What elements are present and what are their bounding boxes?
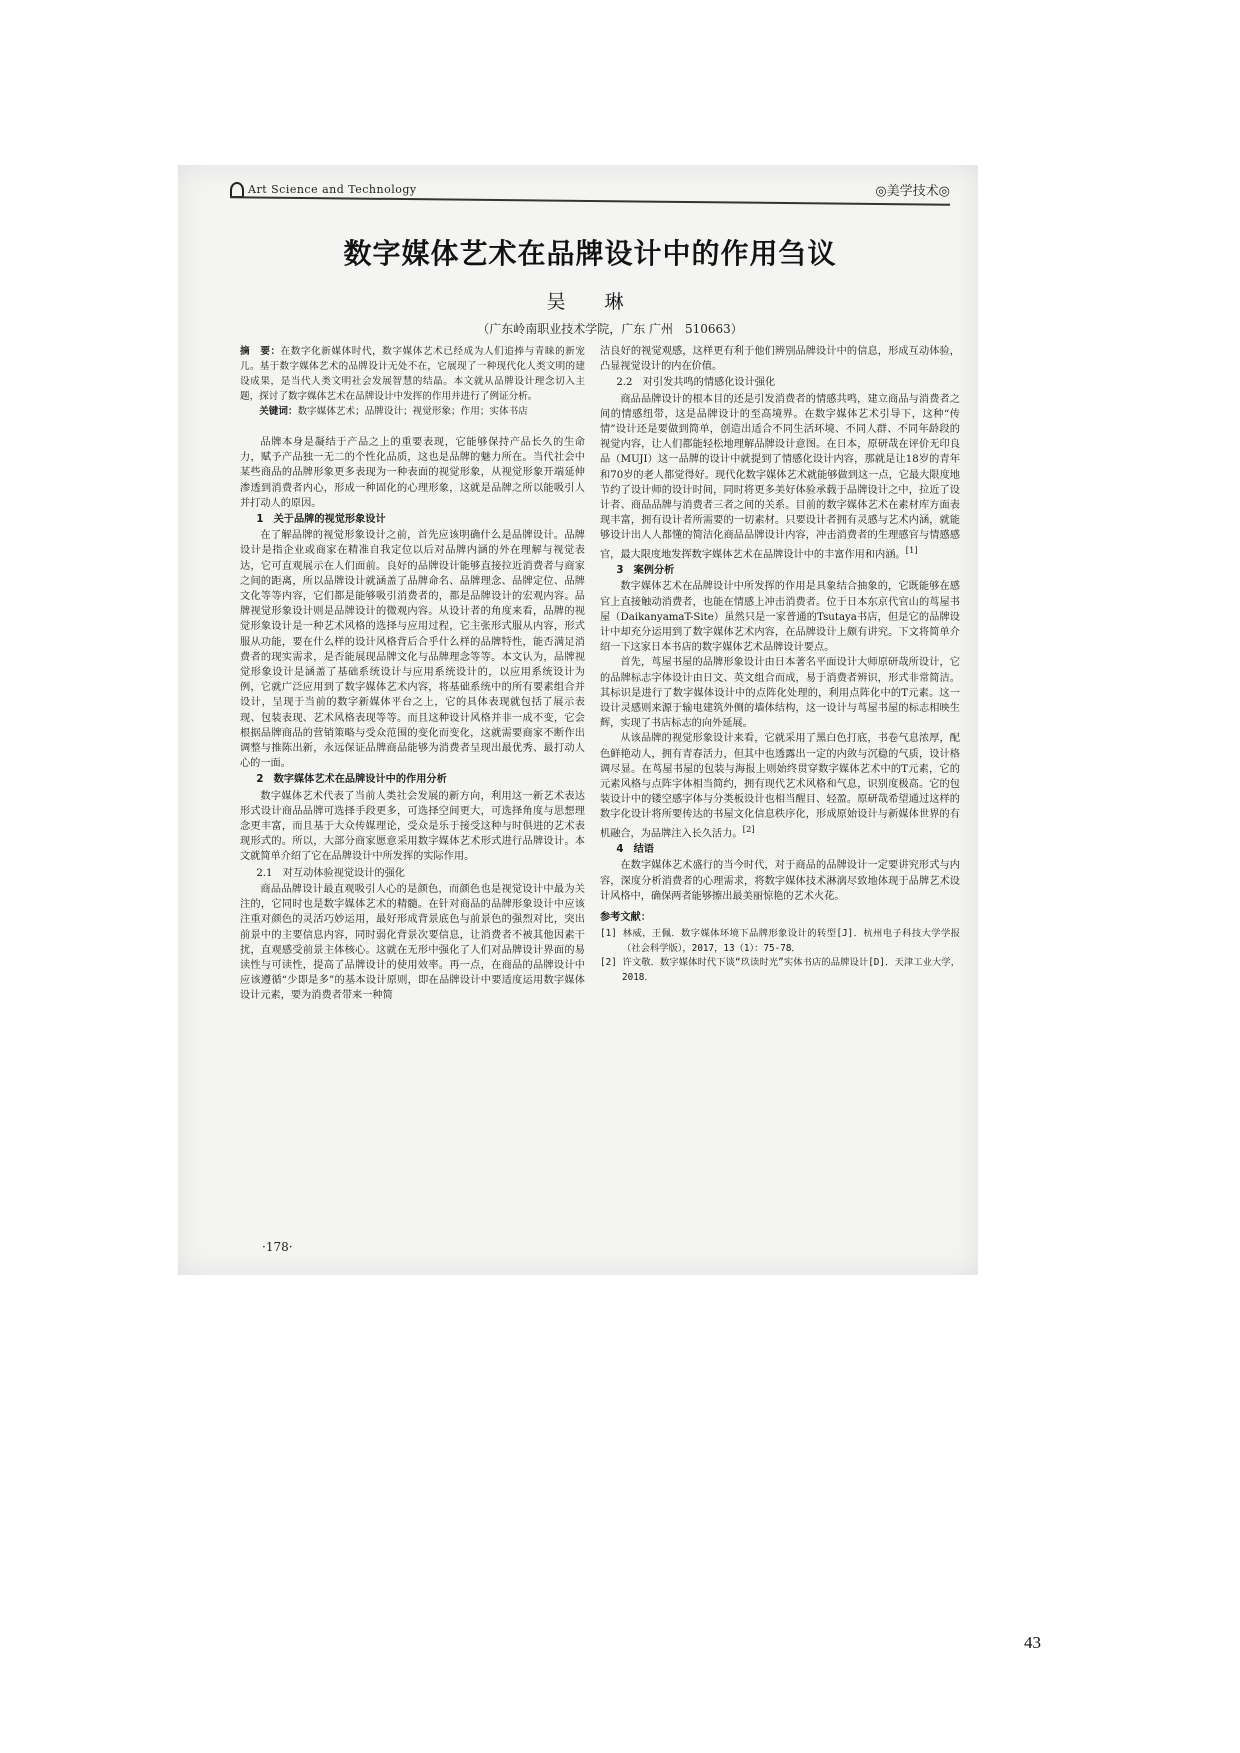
continued-paragraph: 洁良好的视觉观感，这样更有利于他们辨别品牌设计中的信息，形成互动体验，凸显视觉设计的内在价值。 <box>600 346 960 373</box>
section-3-paragraph-1: 数字媒体艺术在品牌设计中所发挥的作用是具象结合抽象的，它既能够在感官上直接触动消费者，也能在情感上冲击消费者。位于日本东京代官山的茑屋书屋（DaikanyamaT-Site）虽然只是一家普通的Tsutaya书店，但是它的品牌设计中却充分运用到了数字媒体艺术内容，在品牌设计上颇有讲究。下文将简单介绍一下这家日本书店的数字媒体艺术品牌设计要点。 <box>600 581 960 654</box>
reference-item: [1] 林威，王佩．数字媒体环境下品牌形象设计的转型[J]．杭州电子科技大学学报（社会科学版），2017，13（1）：75-78． <box>600 928 960 954</box>
abstract <box>240 344 585 419</box>
section-2-1-paragraph: 商品品牌设计最直观吸引人心的是颜色，而颜色也是视觉设计中最为关注的，它同时也是数字媒体艺术的精髓。在针对商品的品牌形象设计中应该注重对颜色的灵活巧妙运用，最好形成背景底色与前景色的强烈对比，突出前景中的主要信息内容，同时弱化背景次要信息，让消费者不被其他因素干扰，直观感受前景主体核心。这就在无形中强化了人们对品牌设计界面的易读性与可读性，提高了品牌设计的使用效率。再一点，在商品的品牌设计中应该遵循“少即是多”的基本设计原则，即在品牌设计中要适度运用数字媒体设计元素，要为消费者带来一种简 <box>240 883 585 1002</box>
section-2-1-heading: 2.1 对互动体验视觉设计的强化 <box>256 867 405 879</box>
section-1-heading: 1 关于品牌的视觉形象设计 <box>256 514 386 526</box>
abstract-paragraph <box>240 344 585 404</box>
section-2-2-paragraph <box>600 392 960 563</box>
keywords-label: 关键词： <box>259 406 298 417</box>
citation-1: [1] <box>905 545 918 556</box>
section-3-paragraph-3 <box>600 731 960 841</box>
keywords-paragraph <box>240 404 585 419</box>
document-page-number: 43 <box>1024 1633 1041 1652</box>
citation-2: [2] <box>742 824 755 835</box>
author-affiliation: （广东岭南职业技术学院，广东 广州 510663） <box>477 322 743 336</box>
references-title: 参考文献： <box>600 912 651 924</box>
paper-author: 吴 琳 <box>546 291 634 313</box>
abstract-label: 摘 要： <box>240 346 281 357</box>
header-rule <box>230 196 950 206</box>
journal-name-text: Art Science and Technology <box>248 183 417 196</box>
paper-title: 数字媒体艺术在品牌设计中的作用刍议 <box>343 237 837 270</box>
section-3-heading: 3 案例分析 <box>616 565 675 577</box>
keywords-text: 数字媒体艺术；品牌设计；视觉形象；作用；实体书店 <box>297 406 528 417</box>
section-2-2-heading: 2.2 对引发共鸣的情感化设计强化 <box>616 377 776 389</box>
right-column <box>600 344 960 985</box>
section-4-paragraph: 在数字媒体艺术盛行的当今时代，对于商品的品牌设计一定要讲究形式与内容，深度分析消费者的心理需求，将数字媒体技术淋漓尽致地体现于品牌艺术设计风格中，确保两者能够擦出最美丽惊艳的艺术火花。 <box>600 860 960 902</box>
intro-paragraph: 品牌本身是凝结于产品之上的重要表现，它能够保持产品长久的生命力，赋予产品独一无二的个性化品质，这也是品牌的魅力所在。当代社会中某些商品的品牌形象更多表现为一种表面的视觉形象，从视觉形象开端延伸渗透到消费者内心，形成一种固化的心理形象，这就是品牌之所以能吸引人并打动人的原因。 <box>240 437 585 509</box>
left-column <box>240 344 585 1004</box>
abstract-text: 在数字化新媒体时代，数字媒体艺术已经成为人们追捧与青睐的新宠儿。基于数字媒体艺术的品牌设计无处不在，它展现了一种现代化人类文明的建设成果，是当代人类文明社会发展智慧的结晶。本文就从品牌设计理念切入主题，探讨了数字媒体艺术在品牌设计中发挥的作用并进行了例证分析。 <box>240 346 586 402</box>
section-2-paragraph: 数字媒体艺术代表了当前人类社会发展的新方向，利用这一新艺术表达形式设计商品品牌可选择手段更多，可选择空间更大，可选择角度与思想理念更丰富，而且基于大众传媒理论，受众是乐于接受这种与时俱进的艺术表现形式的。所以，大部分商家愿意采用数字媒体艺术形式进行品牌设计。本文就简单介绍了它在品牌设计中所发挥的实际作用。 <box>240 790 585 863</box>
section-3-text-3: 从该品牌的视觉形象设计来看，它就采用了黑白色打底，书卷气息浓厚，配色鲜艳动人，拥有青春活力，但其中也透露出一定的内敛与沉稳的气质，设计格调尽显。在茑屋书屋的包装与海报上则始终贯穿数字媒体艺术中的T元素，它的元素风格与点阵字体相当简约，拥有现代艺术风格和气息，识别度极高。它的包装设计中的镂空感字体与分类板设计也相当醒目、轻盈。原研哉希望通过这样的数字化设计将所要传达的书屋文化信息秩序化，形成原始设计与新媒体世界的有机融合，为品牌注入长久活力。 <box>600 733 960 840</box>
section-3-paragraph-2: 首先，茑屋书屋的品牌形象设计由日本著名平面设计大师原研哉所设计，它的品牌标志字体设计由日文、英文组合而成，易于消费者辨识，形式非常简洁。其标识是进行了数字媒体设计中的点阵化处理的，利用点阵化中的T元素。这一设计灵感则来源于输电建筑外侧的墙体结构，这一设计与茑屋书屋的标志相映生辉，实现了书店标志的向外延展。 <box>600 657 960 730</box>
section-1-paragraph: 在了解品牌的视觉形象设计之前，首先应该明确什么是品牌设计。品牌设计是指企业或商家在精准自我定位以后对品牌内涵的外在理解与视觉表达，它可直观展示在人们面前。良好的品牌设计能够直接拉近消费者与商家之间的距离，所以品牌设计就涵盖了品牌命名、品牌理念、品牌定位、品牌文化等等内容，它们都是能够吸引消费者的，都是品牌设计的宏观内容。品牌视觉形象设计则是品牌设计的微观内容。从设计者的角度来看，品牌的视觉形象设计是一种艺术风格的选择与应用过程，它主张形式服从内容，形式服从功能，要在什么样的设计风格背后合乎什么样的品牌特性，能否满足消费者的现实需求，是否能展现品牌文化与品牌理念等等。本文认为，品牌视觉形象设计是涵盖了基础系统设计与应用系统设计的，以应用系统设计为例，它就广泛应用到了数字媒体艺术内容，将基础系统中的所有要素组合并设计，呈现于当前的数字新媒体平台之上，它的具体表现就包括了展示表现、包装表现、艺术风格表现等等。而且这种设计风格并非一成不变，它会根据品牌商品的营销策略与受众范围的变化而变化，这就需要商家不断作出调整与推陈出新，永远保证品牌商品能够为消费者呈现出最优秀、最打动人心的一面。 <box>240 530 585 770</box>
section-4-heading: 4 结语 <box>616 844 654 856</box>
references <box>600 910 960 985</box>
section-label: ◎美学技术◎ <box>875 184 950 199</box>
section-2-heading: 2 数字媒体艺术在品牌设计中的作用分析 <box>256 774 447 786</box>
journal-page-number: ·178· <box>262 1240 293 1254</box>
section-2-2-text: 商品品牌设计的根本目的还是引发消费者的情感共鸣，建立商品与消费者之间的情感纽带，这是品牌设计的至高境界。在数字媒体艺术引导下，这种“传情”设计还是要做到简单，创造出适合不同生活环境、不同人群、不同年龄段的视觉内容，让人们都能轻松地理解品牌设计意图。在日本，原研哉在评价无印良品（MUJI）这一品牌的设计中就提到了情感化设计内容，那就是让18岁的青年和70岁的老人都觉得好。现代化数字媒体艺术就能够做到这一点，它最大限度地节约了设计师的设计时间，同时将更多美好体验承载于品牌设计之中，拉近了设计者、商品品牌与消费者三者之间的关系。目前的数字媒体艺术在素材库方面表现丰富，拥有设计者所需要的一切素材。只要设计者拥有灵感与艺术内涵，就能够设计出人人都懂的简洁化商品品牌设计内容，冲击消费者的生理感官与情感感官，最大限度地发挥数字媒体艺术在品牌设计中的丰富作用和内涵。 <box>600 393 960 561</box>
journal-header <box>230 178 950 208</box>
reference-item: [2] 许文敬．数字媒体时代下谈“玖读时光”实体书店的品牌设计[D]．天津工业大学，2018． <box>600 957 960 983</box>
